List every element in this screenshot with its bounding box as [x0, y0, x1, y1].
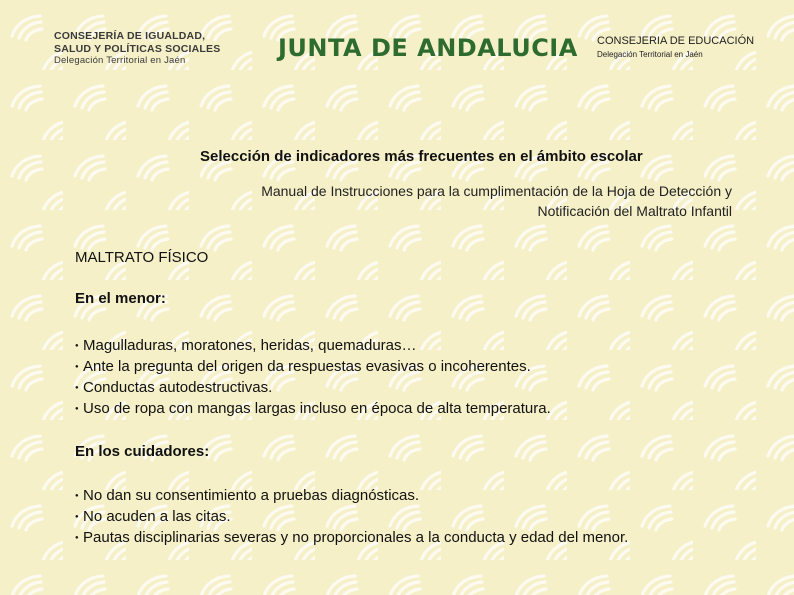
list-item: ● Magulladuras, moratones, heridas, quemaduras…	[75, 335, 551, 356]
manual-line-2: Notificación del Maltrato Infantil	[537, 203, 732, 219]
list-item: ● Ante la pregunta del origen da respuestas evasivas o incoherentes.	[75, 356, 551, 377]
education-subtitle: Delegación Territorial en Jaén	[597, 50, 703, 59]
manual-line-1: Manual de Instrucciones para la cumplimentación de la Hoja de Detección y	[261, 183, 732, 199]
list-item: ● Uso de ropa con mangas largas incluso en época de alta temperatura.	[75, 398, 551, 419]
page-title: Selección de indicadores más frecuentes en el ámbito escolar	[200, 148, 643, 165]
ministry-line-1: CONSEJERÍA DE IGUALDAD,	[54, 30, 206, 42]
section-heading: MALTRATO FÍSICO	[75, 249, 209, 266]
list-item: ● No dan su consentimiento a pruebas diagnósticas.	[75, 485, 628, 506]
manual-reference	[172, 181, 732, 221]
education-header	[597, 35, 754, 59]
carers-indicator-list	[75, 485, 628, 548]
junta-logo-text: JUNTA DE ANDALUCIA	[278, 34, 578, 62]
list-item: ● Pautas disciplinarias severas y no proporcionales a la conducta y edad del menor.	[75, 527, 628, 548]
ministry-line-2: SALUD Y POLÍTICAS SOCIALES	[54, 42, 221, 55]
list-item: ● No acuden a las citas.	[75, 506, 628, 527]
minor-heading: En el menor:	[75, 290, 166, 307]
list-item: ● Conductas autodestructivas.	[75, 377, 551, 398]
carers-heading: En los cuidadores:	[75, 443, 210, 460]
education-title: CONSEJERIA DE EDUCACIÓN	[597, 35, 755, 47]
minor-indicator-list	[75, 335, 551, 419]
ministry-logo-text	[54, 30, 220, 68]
ministry-line-3: Delegación Territorial en Jaén	[54, 55, 186, 66]
